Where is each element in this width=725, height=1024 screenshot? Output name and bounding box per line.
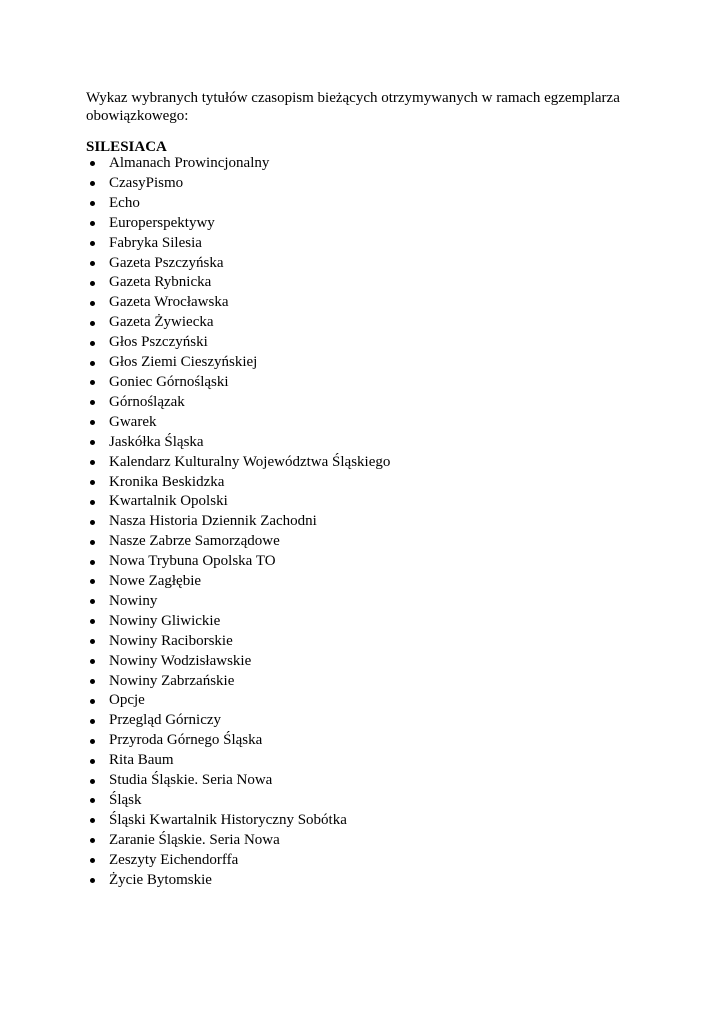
bullet-icon bbox=[90, 241, 95, 246]
bullet-icon bbox=[90, 361, 95, 366]
bullet-icon bbox=[90, 719, 95, 724]
list-item bbox=[86, 652, 390, 672]
periodical-title: Kwartalnik Opolski bbox=[109, 493, 228, 510]
periodical-title: Gazeta Pszczyńska bbox=[109, 254, 224, 271]
list-item bbox=[86, 473, 390, 493]
list-item bbox=[86, 174, 390, 194]
bullet-icon bbox=[90, 739, 95, 744]
bullet-icon bbox=[90, 301, 95, 306]
bullet-icon bbox=[90, 579, 95, 584]
periodical-title: Kronika Beskidzka bbox=[109, 473, 225, 490]
list-item bbox=[86, 711, 390, 731]
bullet-icon bbox=[90, 261, 95, 266]
list-item bbox=[86, 632, 390, 652]
list-item bbox=[86, 672, 390, 692]
bullet-icon bbox=[90, 798, 95, 803]
list-item bbox=[86, 273, 390, 293]
periodical-title: Nowa Trybuna Opolska TO bbox=[109, 553, 276, 570]
list-item bbox=[86, 413, 390, 433]
bullet-icon bbox=[90, 221, 95, 226]
list-item bbox=[86, 313, 390, 333]
periodical-title: Gazeta Rybnicka bbox=[109, 274, 212, 291]
periodical-title: Kalendarz Kulturalny Województwa Śląskiego bbox=[109, 453, 391, 470]
list-item bbox=[86, 373, 390, 393]
bullet-icon bbox=[90, 480, 95, 485]
periodical-title: Śląsk bbox=[109, 792, 142, 808]
periodical-title: Echo bbox=[109, 194, 140, 211]
bullet-icon bbox=[90, 281, 95, 286]
list-item bbox=[86, 771, 390, 791]
bullet-icon bbox=[90, 520, 95, 525]
bullet-icon bbox=[90, 599, 95, 604]
list-item bbox=[86, 293, 390, 313]
bullet-icon bbox=[90, 161, 95, 166]
bullet-icon bbox=[90, 838, 95, 843]
list-item bbox=[86, 871, 390, 891]
periodical-title: Jaskółka Śląska bbox=[109, 433, 204, 450]
bullet-icon bbox=[90, 420, 95, 425]
bullet-icon bbox=[90, 341, 95, 346]
periodical-title: Górnoślązak bbox=[109, 393, 185, 410]
list-item bbox=[86, 691, 390, 711]
bullet-icon bbox=[90, 779, 95, 784]
periodical-title: CzasyPismo bbox=[109, 174, 184, 191]
list-item bbox=[86, 751, 390, 771]
list-item bbox=[86, 791, 390, 811]
periodical-title: Goniec Górnośląski bbox=[109, 373, 229, 390]
periodical-title: Nowe Zagłębie bbox=[109, 573, 202, 590]
list-item bbox=[86, 572, 390, 592]
list-item bbox=[86, 831, 390, 851]
bullet-icon bbox=[90, 321, 95, 326]
periodical-title: Nowiny Gliwickie bbox=[109, 612, 221, 629]
periodical-title: Europerspektywy bbox=[109, 214, 215, 231]
list-item bbox=[86, 731, 390, 751]
list-item bbox=[86, 811, 390, 831]
periodical-title: Nasza Historia Dziennik Zachodni bbox=[109, 513, 317, 530]
list-item bbox=[86, 254, 390, 274]
list-item bbox=[86, 433, 390, 453]
periodical-title: Almanach Prowincjonalny bbox=[109, 155, 270, 171]
list-item bbox=[86, 234, 390, 254]
bullet-icon bbox=[90, 699, 95, 704]
bullet-icon bbox=[90, 759, 95, 764]
bullet-icon bbox=[90, 181, 95, 186]
list-item bbox=[86, 154, 390, 174]
list-item bbox=[86, 592, 390, 612]
periodical-title: Gazeta Żywiecka bbox=[109, 314, 214, 331]
bullet-icon bbox=[90, 858, 95, 863]
periodical-title: Nasze Zabrze Samorządowe bbox=[109, 533, 280, 550]
bullet-icon bbox=[90, 639, 95, 644]
periodical-title: Nowiny Raciborskie bbox=[109, 632, 233, 649]
bullet-icon bbox=[90, 818, 95, 823]
list-item bbox=[86, 492, 390, 512]
periodical-title: Przegląd Górniczy bbox=[109, 712, 222, 729]
list-item bbox=[86, 353, 390, 373]
periodical-title: Gwarek bbox=[109, 413, 157, 430]
periodicals-list bbox=[86, 154, 390, 891]
list-item bbox=[86, 453, 390, 473]
periodical-title: Śląski Kwartalnik Historyczny Sobótka bbox=[109, 811, 347, 828]
periodical-title: Życie Bytomskie bbox=[109, 871, 212, 888]
list-item bbox=[86, 194, 390, 214]
list-item bbox=[86, 552, 390, 572]
list-item bbox=[86, 612, 390, 632]
intro-text: Wykaz wybranych tytułów czasopism bieżących otrzymywanych w ramach egzemplarza obowiązkowego: bbox=[86, 90, 620, 124]
bullet-icon bbox=[90, 460, 95, 465]
bullet-icon bbox=[90, 500, 95, 505]
periodical-title: Studia Śląskie. Seria Nowa bbox=[109, 772, 273, 789]
bullet-icon bbox=[90, 201, 95, 206]
list-item bbox=[86, 214, 390, 234]
list-item bbox=[86, 532, 390, 552]
periodical-title: Nowiny Wodzisławskie bbox=[109, 652, 252, 669]
list-item bbox=[86, 393, 390, 413]
periodical-title: Fabryka Silesia bbox=[109, 234, 202, 251]
bullet-icon bbox=[90, 400, 95, 405]
periodical-title: Zeszyty Eichendorffa bbox=[109, 851, 239, 868]
bullet-icon bbox=[90, 380, 95, 385]
bullet-icon bbox=[90, 659, 95, 664]
periodical-title: Głos Pszczyński bbox=[109, 334, 208, 351]
list-item bbox=[86, 851, 390, 871]
periodical-title: Gazeta Wrocławska bbox=[109, 294, 229, 311]
periodical-title: Nowiny Zabrzańskie bbox=[109, 672, 235, 689]
periodical-title: Przyroda Górnego Śląska bbox=[109, 732, 263, 749]
periodical-title: Nowiny bbox=[109, 592, 158, 609]
bullet-icon bbox=[90, 540, 95, 545]
bullet-icon bbox=[90, 619, 95, 624]
periodical-title: Głos Ziemi Cieszyńskiej bbox=[109, 354, 258, 371]
list-item bbox=[86, 512, 390, 532]
bullet-icon bbox=[90, 878, 95, 883]
list-item bbox=[86, 333, 390, 353]
bullet-icon bbox=[90, 679, 95, 684]
periodical-title: Zaranie Śląskie. Seria Nowa bbox=[109, 831, 280, 848]
section-heading: SILESIACA bbox=[86, 139, 167, 155]
periodical-title: Rita Baum bbox=[109, 752, 174, 769]
bullet-icon bbox=[90, 560, 95, 565]
bullet-icon bbox=[90, 440, 95, 445]
periodical-title: Opcje bbox=[109, 692, 145, 709]
